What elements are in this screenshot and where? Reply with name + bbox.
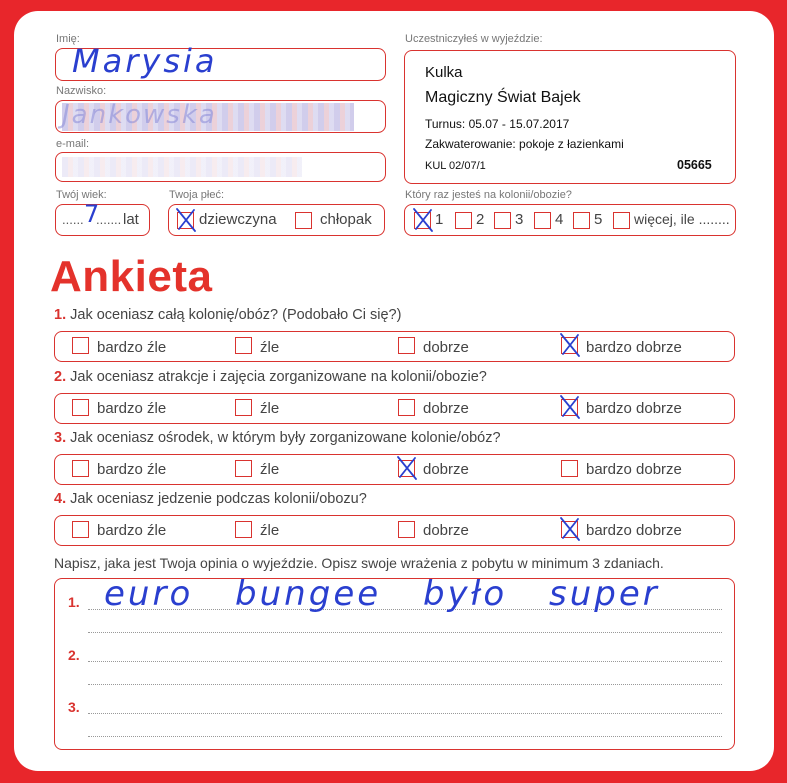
question-4 (54, 491, 367, 507)
q4-checkbox-very-good[interactable] (561, 521, 578, 538)
gender-checkbox-girl[interactable] (177, 212, 194, 229)
q4-checkbox-bad[interactable] (235, 521, 252, 538)
q4-option-bad: źle (260, 522, 280, 539)
q3-option-bad: źle (260, 461, 280, 478)
opinion-line-2 (88, 661, 722, 662)
q1-checkbox-good[interactable] (398, 337, 415, 354)
q4-option-very-good: bardzo dobrze (586, 522, 682, 539)
q1-checkbox-very-good[interactable] (561, 337, 578, 354)
q1-option-good: dobrze (423, 339, 469, 356)
name-handwriting: Marysia (72, 42, 218, 80)
opinion-line-number-3: 3. (68, 699, 80, 715)
times-option-more: więcej, ile ........ (634, 211, 730, 227)
q4-option-very-bad: bardzo źle (97, 522, 167, 539)
times-checkbox-5[interactable] (573, 212, 590, 229)
trip-label: Uczestniczyłeś w wyjeździe: (405, 33, 543, 45)
check-mark-icon (559, 516, 581, 542)
age-unit: lat (123, 211, 139, 228)
age-dots-right: ....... (96, 212, 122, 227)
times-option-5: 5 (594, 211, 603, 228)
q2-checkbox-very-good[interactable] (561, 399, 578, 416)
times-option-1: 1 (435, 211, 444, 228)
q1-option-very-bad: bardzo źle (97, 339, 167, 356)
name-label: Imię: (56, 33, 80, 45)
q3-checkbox-bad[interactable] (235, 460, 252, 477)
question-text: Jak oceniasz ośrodek, w którym były zorganizowane kolonie/obóz? (70, 430, 501, 446)
gender-checkbox-boy[interactable] (295, 212, 312, 229)
q1-option-very-good: bardzo dobrze (586, 339, 682, 356)
times-checkbox-more[interactable] (613, 212, 630, 229)
check-mark-icon (175, 207, 197, 233)
question-number: 4. (54, 491, 67, 507)
q3-option-good: dobrze (423, 461, 469, 478)
trip-name: Magiczny Świat Bajek (425, 89, 581, 106)
q2-option-very-good: bardzo dobrze (586, 400, 682, 417)
opinion-line-2b (88, 684, 722, 685)
question-3 (54, 430, 501, 446)
times-option-4: 4 (555, 211, 564, 228)
opinion-prompt: Napisz, jaka jest Twoja opinia o wyjeździe. Opisz swoje wrażenia z pobytu w minimum 3 zdaniach. (54, 555, 664, 571)
q2-option-good: dobrze (423, 400, 469, 417)
times-option-2: 2 (476, 211, 485, 228)
trip-accommodation: Zakwaterowanie: pokoje z łazienkami (425, 137, 624, 151)
q2-checkbox-good[interactable] (398, 399, 415, 416)
gender-option-girl: dziewczyna (199, 211, 277, 228)
q1-checkbox-bad[interactable] (235, 337, 252, 354)
trip-code: KUL 02/07/1 (425, 160, 486, 172)
q1-checkbox-very-bad[interactable] (72, 337, 89, 354)
q2-option-bad: źle (260, 400, 280, 417)
opinion-line-number-1: 1. (68, 594, 80, 610)
email-redaction (62, 157, 302, 177)
check-mark-icon (396, 455, 418, 481)
q2-option-very-bad: bardzo źle (97, 400, 167, 417)
q2-checkbox-bad[interactable] (235, 399, 252, 416)
times-option-3: 3 (515, 211, 524, 228)
question-number: 3. (54, 430, 67, 446)
opinion-handwriting: euro bungee było super (104, 574, 660, 614)
question-1 (54, 307, 401, 323)
survey-title: Ankieta (50, 252, 213, 301)
times-checkbox-1[interactable] (414, 212, 431, 229)
trip-number: 05665 (677, 158, 712, 172)
times-label: Który raz jesteś na kolonii/obozie? (405, 189, 572, 201)
surname-label: Nazwisko: (56, 85, 107, 97)
trip-organizer: Kulka (425, 64, 463, 81)
surname-handwriting: Jankowska (62, 100, 217, 130)
q3-checkbox-very-bad[interactable] (72, 460, 89, 477)
question-text: Jak oceniasz całą kolonię/obóz? (Podobało Ci się?) (70, 307, 402, 323)
opinion-line-number-2: 2. (68, 647, 80, 663)
check-mark-icon (559, 394, 581, 420)
gender-option-boy: chłopak (320, 211, 372, 228)
question-text: Jak oceniasz atrakcje i zajęcia zorganizowane na kolonii/obozie? (70, 369, 487, 385)
question-number: 1. (54, 307, 67, 323)
trip-turnus: Turnus: 05.07 - 15.07.2017 (425, 117, 570, 131)
check-mark-icon (412, 207, 434, 233)
q3-option-very-good: bardzo dobrze (586, 461, 682, 478)
q4-checkbox-good[interactable] (398, 521, 415, 538)
age-handwriting: 7 (84, 200, 100, 228)
age-dots-left: ...... (62, 212, 84, 227)
age-label: Twój wiek: (56, 189, 107, 201)
times-checkbox-4[interactable] (534, 212, 551, 229)
q3-checkbox-very-good[interactable] (561, 460, 578, 477)
question-2 (54, 369, 487, 385)
question-number: 2. (54, 369, 67, 385)
opinion-line-1b (88, 632, 722, 633)
q3-option-very-bad: bardzo źle (97, 461, 167, 478)
q1-option-bad: źle (260, 339, 280, 356)
email-label: e-mail: (56, 138, 90, 150)
question-text: Jak oceniasz jedzenie podczas kolonii/obozu? (70, 491, 367, 507)
gender-label: Twoja płeć: (169, 189, 225, 201)
opinion-line-3 (88, 713, 722, 714)
times-checkbox-3[interactable] (494, 212, 511, 229)
q4-checkbox-very-bad[interactable] (72, 521, 89, 538)
q2-checkbox-very-bad[interactable] (72, 399, 89, 416)
q3-checkbox-good[interactable] (398, 460, 415, 477)
check-mark-icon (559, 332, 581, 358)
times-checkbox-2[interactable] (455, 212, 472, 229)
opinion-line-3b (88, 736, 722, 737)
q4-option-good: dobrze (423, 522, 469, 539)
